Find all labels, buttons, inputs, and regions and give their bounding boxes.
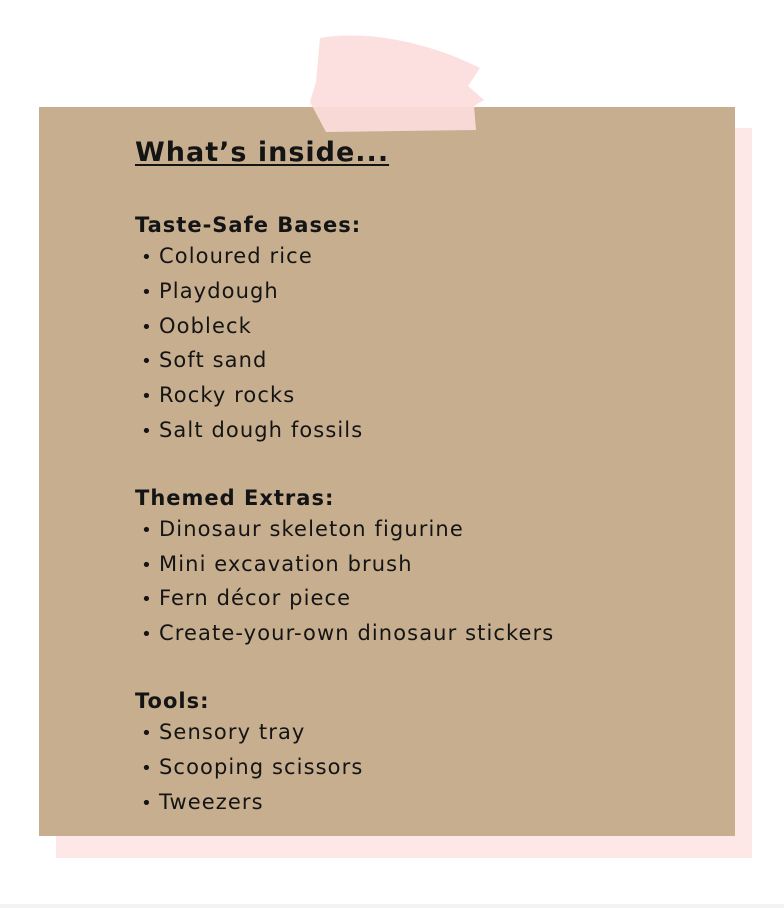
list-item: • Tweezers — [135, 786, 554, 821]
bullet-icon: • — [141, 386, 153, 408]
bullet-icon: • — [141, 757, 153, 779]
section-tools — [135, 686, 554, 820]
section-taste-safe-bases — [135, 210, 554, 449]
item-list — [135, 513, 554, 652]
bullet-icon: • — [141, 316, 153, 338]
list-item: • Dinosaur skeleton figurine — [135, 513, 554, 548]
bullet-icon: • — [141, 519, 153, 541]
list-item: • Create-your-own dinosaur stickers — [135, 617, 554, 652]
list-item: • Oobleck — [135, 310, 554, 345]
bullet-icon: • — [141, 281, 153, 303]
list-item: • Salt dough fossils — [135, 414, 554, 449]
list-item: • Playdough — [135, 275, 554, 310]
bullet-icon: • — [141, 589, 153, 611]
list-item: • Mini excavation brush — [135, 548, 554, 583]
tape-strip-decoration — [308, 32, 486, 134]
list-item: • Scooping scissors — [135, 751, 554, 786]
bullet-icon: • — [141, 554, 153, 576]
item-list — [135, 716, 554, 820]
section-title: Taste-Safe Bases: — [135, 213, 362, 237]
bullet-icon: • — [141, 722, 153, 744]
section-themed-extras — [135, 483, 554, 652]
bullet-icon: • — [141, 624, 153, 646]
contents-list — [135, 134, 554, 820]
section-title: Tools: — [135, 688, 210, 713]
bottom-divider — [0, 904, 784, 908]
list-item: • Soft sand — [135, 344, 554, 379]
list-item: • Rocky rocks — [135, 379, 554, 414]
list-item: • Sensory tray — [135, 716, 554, 751]
bullet-icon: • — [141, 792, 153, 814]
item-list — [135, 240, 554, 449]
page-title: What’s inside... — [135, 137, 390, 168]
bullet-icon: • — [141, 420, 153, 442]
list-item: • Fern décor piece — [135, 582, 554, 617]
bullet-icon: • — [141, 247, 153, 268]
bullet-icon: • — [141, 351, 153, 373]
section-title: Themed Extras: — [135, 485, 335, 510]
list-item: • Coloured rice — [135, 240, 554, 275]
